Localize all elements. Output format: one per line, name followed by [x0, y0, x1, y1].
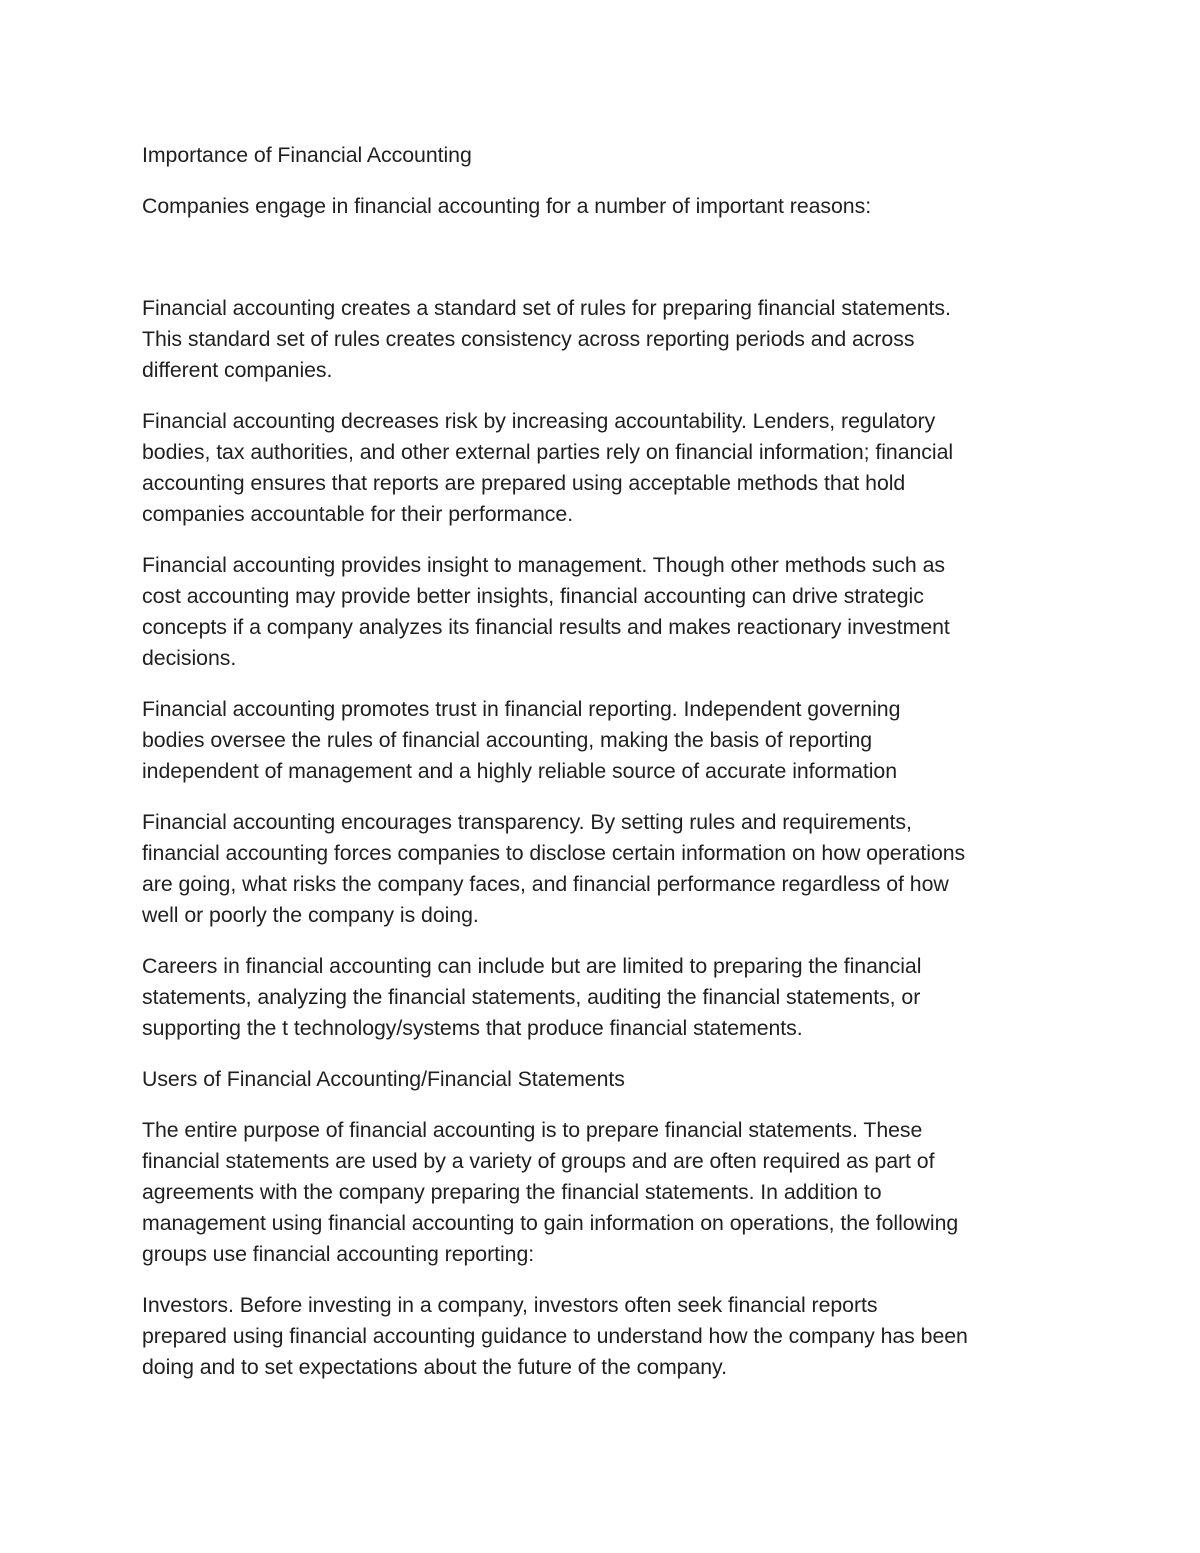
reason-paragraph-5 [142, 807, 1072, 931]
paragraph-line: groups use financial accounting reporting: [142, 1242, 535, 1266]
paragraph-line: companies accountable for their performance. [142, 502, 574, 526]
reason-paragraph-6 [142, 951, 1072, 1044]
paragraph-line: supporting the t technology/systems that produce financial statements. [142, 1016, 803, 1040]
paragraph-line: The entire purpose of financial accounting is to prepare financial statements. These [142, 1118, 923, 1142]
users-heading: Users of Financial Accounting/Financial Statements [142, 1067, 625, 1091]
paragraph-line: bodies oversee the rules of financial accounting, making the basis of reporting [142, 728, 873, 752]
reason-paragraph-3 [142, 550, 1072, 674]
reason-paragraph-4 [142, 694, 1072, 787]
reason-paragraph-2 [142, 406, 1072, 530]
paragraph-line: This standard set of rules creates consistency across reporting periods and across [142, 327, 915, 351]
paragraph-line: Financial accounting provides insight to management. Though other methods such as [142, 553, 945, 577]
paragraph-line: financial accounting forces companies to disclose certain information on how operations [142, 841, 966, 865]
document-heading: Importance of Financial Accounting [142, 143, 472, 167]
users-intro-paragraph [142, 1115, 1072, 1270]
paragraph-line: accounting ensures that reports are prepared using acceptable methods that hold [142, 471, 906, 495]
paragraph-line: financial statements are used by a variety of groups and are often required as part of [142, 1149, 935, 1173]
paragraph-line: concepts if a company analyzes its financial results and makes reactionary investment [142, 615, 950, 639]
paragraph-line: Financial accounting promotes trust in financial reporting. Independent governing [142, 697, 901, 721]
paragraph-line: decisions. [142, 646, 237, 670]
paragraph-line: statements, analyzing the financial statements, auditing the financial statements, or [142, 985, 921, 1009]
paragraph-line: bodies, tax authorities, and other external parties rely on financial information; financial [142, 440, 954, 464]
paragraph-line: Careers in financial accounting can include but are limited to preparing the financial [142, 954, 922, 978]
paragraph-line: management using financial accounting to gain information on operations, the following [142, 1211, 959, 1235]
paragraph-line: Financial accounting decreases risk by increasing accountability. Lenders, regulatory [142, 409, 936, 433]
paragraph-line: doing and to set expectations about the future of the company. [142, 1355, 727, 1379]
reason-paragraph-1 [142, 293, 1072, 386]
investors-paragraph [142, 1290, 1072, 1383]
intro-paragraph: Companies engage in financial accounting for a number of important reasons: [142, 194, 872, 218]
paragraph-line: different companies. [142, 358, 333, 382]
paragraph-line: Financial accounting encourages transparency. By setting rules and requirements, [142, 810, 912, 834]
paragraph-line: Investors. Before investing in a company, investors often seek financial reports [142, 1293, 878, 1317]
paragraph-line: independent of management and a highly reliable source of accurate information [142, 759, 897, 783]
paragraph-line: are going, what risks the company faces, and financial performance regardless of how [142, 872, 949, 896]
document-body [142, 140, 1072, 1403]
paragraph-line: prepared using financial accounting guidance to understand how the company has been [142, 1324, 968, 1348]
paragraph-line: well or poorly the company is doing. [142, 903, 479, 927]
paragraph-line: cost accounting may provide better insights, financial accounting can drive strategic [142, 584, 924, 608]
paragraph-line: agreements with the company preparing the financial statements. In addition to [142, 1180, 882, 1204]
paragraph-line: Financial accounting creates a standard set of rules for preparing financial statements. [142, 296, 951, 320]
